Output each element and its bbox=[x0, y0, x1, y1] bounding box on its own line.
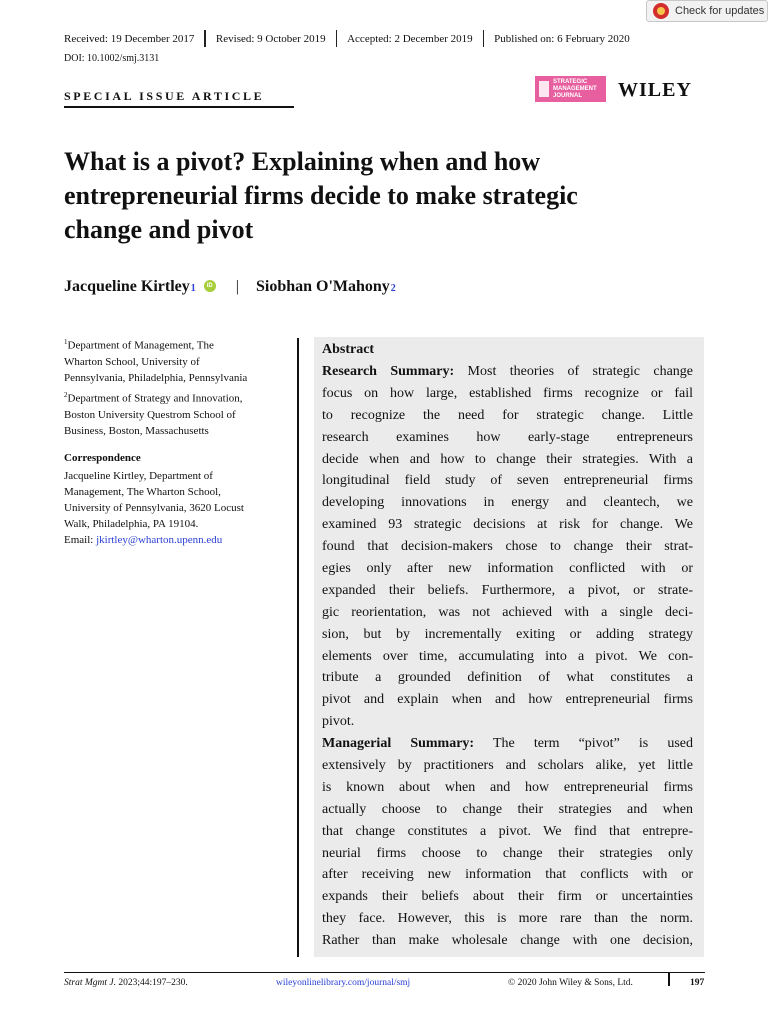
abstract-heading: Abstract bbox=[322, 342, 375, 357]
journal-logo-line: STRATEGIC bbox=[553, 79, 588, 85]
abstract-line: focus on how large, established firms recognize or fail bbox=[322, 385, 693, 401]
page-number: 197 bbox=[690, 978, 705, 988]
correspondence-line: Walk, Philadelphia, PA 19104. bbox=[64, 518, 199, 530]
published-date: Published on: 6 February 2020 bbox=[494, 32, 630, 45]
author-name-omahony[interactable]: Siobhan O'Mahony bbox=[255, 278, 390, 295]
correspondence-heading: Correspondence bbox=[64, 452, 141, 464]
abstract-line: after receiving new information that conflicts with or bbox=[322, 867, 693, 883]
abstract-line: pivot and explain when and how entrepreneurial firms bbox=[322, 692, 693, 708]
author-name-kirtley[interactable]: Jacqueline Kirtley bbox=[64, 278, 190, 295]
date-separator bbox=[204, 30, 206, 47]
affiliation-line: Business, Boston, Massachusetts bbox=[64, 424, 209, 437]
abstract-line: sion, but by incrementally exiting or adding strategy bbox=[322, 626, 693, 642]
affiliation-line: Department of Management, The bbox=[67, 339, 214, 352]
received-date: Received: 19 December 2017 bbox=[64, 32, 195, 45]
footer-copyright: © 2020 John Wiley & Sons, Ltd. bbox=[508, 978, 633, 988]
research-summary-label: Research Summary: bbox=[322, 364, 455, 379]
article-type-underline bbox=[64, 106, 294, 108]
affiliation-line: Boston University Questrom School of bbox=[64, 408, 236, 421]
accepted-date: Accepted: 2 December 2019 bbox=[347, 32, 473, 45]
author-separator: | bbox=[235, 278, 239, 295]
author-affiliation-marker: 1 bbox=[190, 283, 196, 294]
correspondence-line: Management, The Wharton School, bbox=[64, 486, 221, 498]
article-title bbox=[64, 145, 714, 247]
footer-citation bbox=[64, 978, 188, 988]
footer-separator bbox=[668, 972, 670, 986]
abstract-line: that change constitutes a pivot. We find that entrepre- bbox=[322, 823, 693, 839]
author-affiliation-marker: 2 bbox=[390, 283, 396, 294]
footer-rule bbox=[64, 972, 705, 973]
title-line: entrepreneurial firms decide to make strategic bbox=[64, 181, 578, 210]
abstract-body bbox=[322, 361, 693, 952]
correspondence-line: Jacqueline Kirtley, Department of bbox=[64, 470, 213, 482]
abstract-line: pivot. bbox=[322, 714, 355, 730]
email-link[interactable]: jkirtley@wharton.upenn.edu bbox=[96, 534, 223, 546]
date-separator bbox=[483, 30, 485, 47]
abstract-line: developing innovations in energy and cleantech, we bbox=[322, 495, 693, 511]
orcid-icon[interactable] bbox=[204, 280, 216, 292]
affiliation-marker: 1 bbox=[64, 338, 68, 346]
abstract-line: they face. However, this is more rare than the norm. bbox=[322, 911, 693, 927]
abstract-line: research examines how early-stage entrepreneurs bbox=[322, 429, 693, 445]
abstract-line: tribute a grounded definition of what constitutes a bbox=[322, 670, 693, 686]
journal-logo-line: MANAGEMENT bbox=[553, 86, 597, 92]
revised-date: Revised: 9 October 2019 bbox=[215, 32, 326, 45]
footer-journal-link[interactable]: wileyonlinelibrary.com/journal/smj bbox=[276, 978, 411, 988]
correspondence-block bbox=[64, 468, 294, 548]
abstract-line: longitudinal field study of seven entrepreneurial firms bbox=[322, 473, 693, 489]
abstract-line: examined 93 strategic decisions at risk for change. We bbox=[322, 517, 693, 533]
doi: DOI: 10.1002/smj.3131 bbox=[64, 53, 160, 64]
affiliation-1 bbox=[64, 334, 294, 386]
journal-logo-line: JOURNAL bbox=[553, 93, 583, 99]
abstract-line: Research Summary: Most theories of strategic change bbox=[322, 364, 693, 379]
journal-logo bbox=[535, 76, 606, 102]
correspondence-line: University of Pennsylvania, 3620 Locust bbox=[64, 502, 244, 514]
title-line: change and pivot bbox=[64, 215, 254, 244]
author-list bbox=[64, 278, 396, 296]
abstract-line: neurial firms choose to change their strategies only bbox=[322, 845, 693, 861]
affiliation-marker: 2 bbox=[64, 391, 68, 399]
abstract-line: egies only after new information conflicted with or bbox=[322, 561, 693, 577]
affiliation-line: Department of Strategy and Innovation, bbox=[67, 392, 243, 405]
abstract-line: to recognize the need for strategic change. Little bbox=[322, 407, 693, 423]
affiliation-2 bbox=[64, 387, 294, 439]
check-for-updates-label: Check for updates bbox=[675, 5, 765, 17]
abstract-side-rule bbox=[297, 338, 299, 957]
abstract-line: gic reorientation, was not achieved with a single deci- bbox=[322, 604, 693, 620]
article-dates bbox=[64, 30, 630, 47]
check-for-updates-button[interactable] bbox=[646, 0, 768, 22]
affiliation-line: Pennsylvania, Philadelphia, Pennsylvania bbox=[64, 371, 248, 384]
abstract-line: expands their beliefs about their firm or uncertainties bbox=[322, 889, 693, 905]
abstract-line: actually choose to change their strategies and when bbox=[322, 801, 693, 817]
abstract-line: decide when and how to change their strategies. With a bbox=[322, 451, 693, 467]
abstract-line: elements over time, accumulating into a pivot. We con- bbox=[322, 648, 693, 664]
footer-volume-pages: 2023;44:197–230. bbox=[115, 978, 188, 988]
abstract-line: extensively by practitioners and scholars alike, yet little bbox=[322, 758, 693, 774]
abstract-line: found that decision-makers chose to change their strat- bbox=[322, 539, 693, 555]
abstract-line: is known about when and how entrepreneurial firms bbox=[322, 779, 693, 795]
date-separator bbox=[336, 30, 338, 47]
crossmark-icon bbox=[653, 3, 669, 19]
email-label: Email: bbox=[64, 534, 97, 546]
footer-journal-abbrev: Strat Mgmt J. bbox=[64, 978, 116, 988]
abstract-line: Rather than make wholesale change with one decision, bbox=[322, 933, 693, 949]
publisher-logo: WILEY bbox=[618, 79, 692, 101]
managerial-summary-label: Managerial Summary: bbox=[322, 736, 475, 752]
article-type: SPECIAL ISSUE ARTICLE bbox=[64, 89, 265, 103]
title-line: What is a pivot? Explaining when and how bbox=[64, 147, 541, 176]
abstract-line: expanded their beliefs. Furthermore, a pivot, or strate- bbox=[322, 582, 693, 598]
abstract-line: Managerial Summary: The term “pivot” is used bbox=[322, 736, 694, 752]
affiliation-line: Wharton School, University of bbox=[64, 355, 200, 368]
